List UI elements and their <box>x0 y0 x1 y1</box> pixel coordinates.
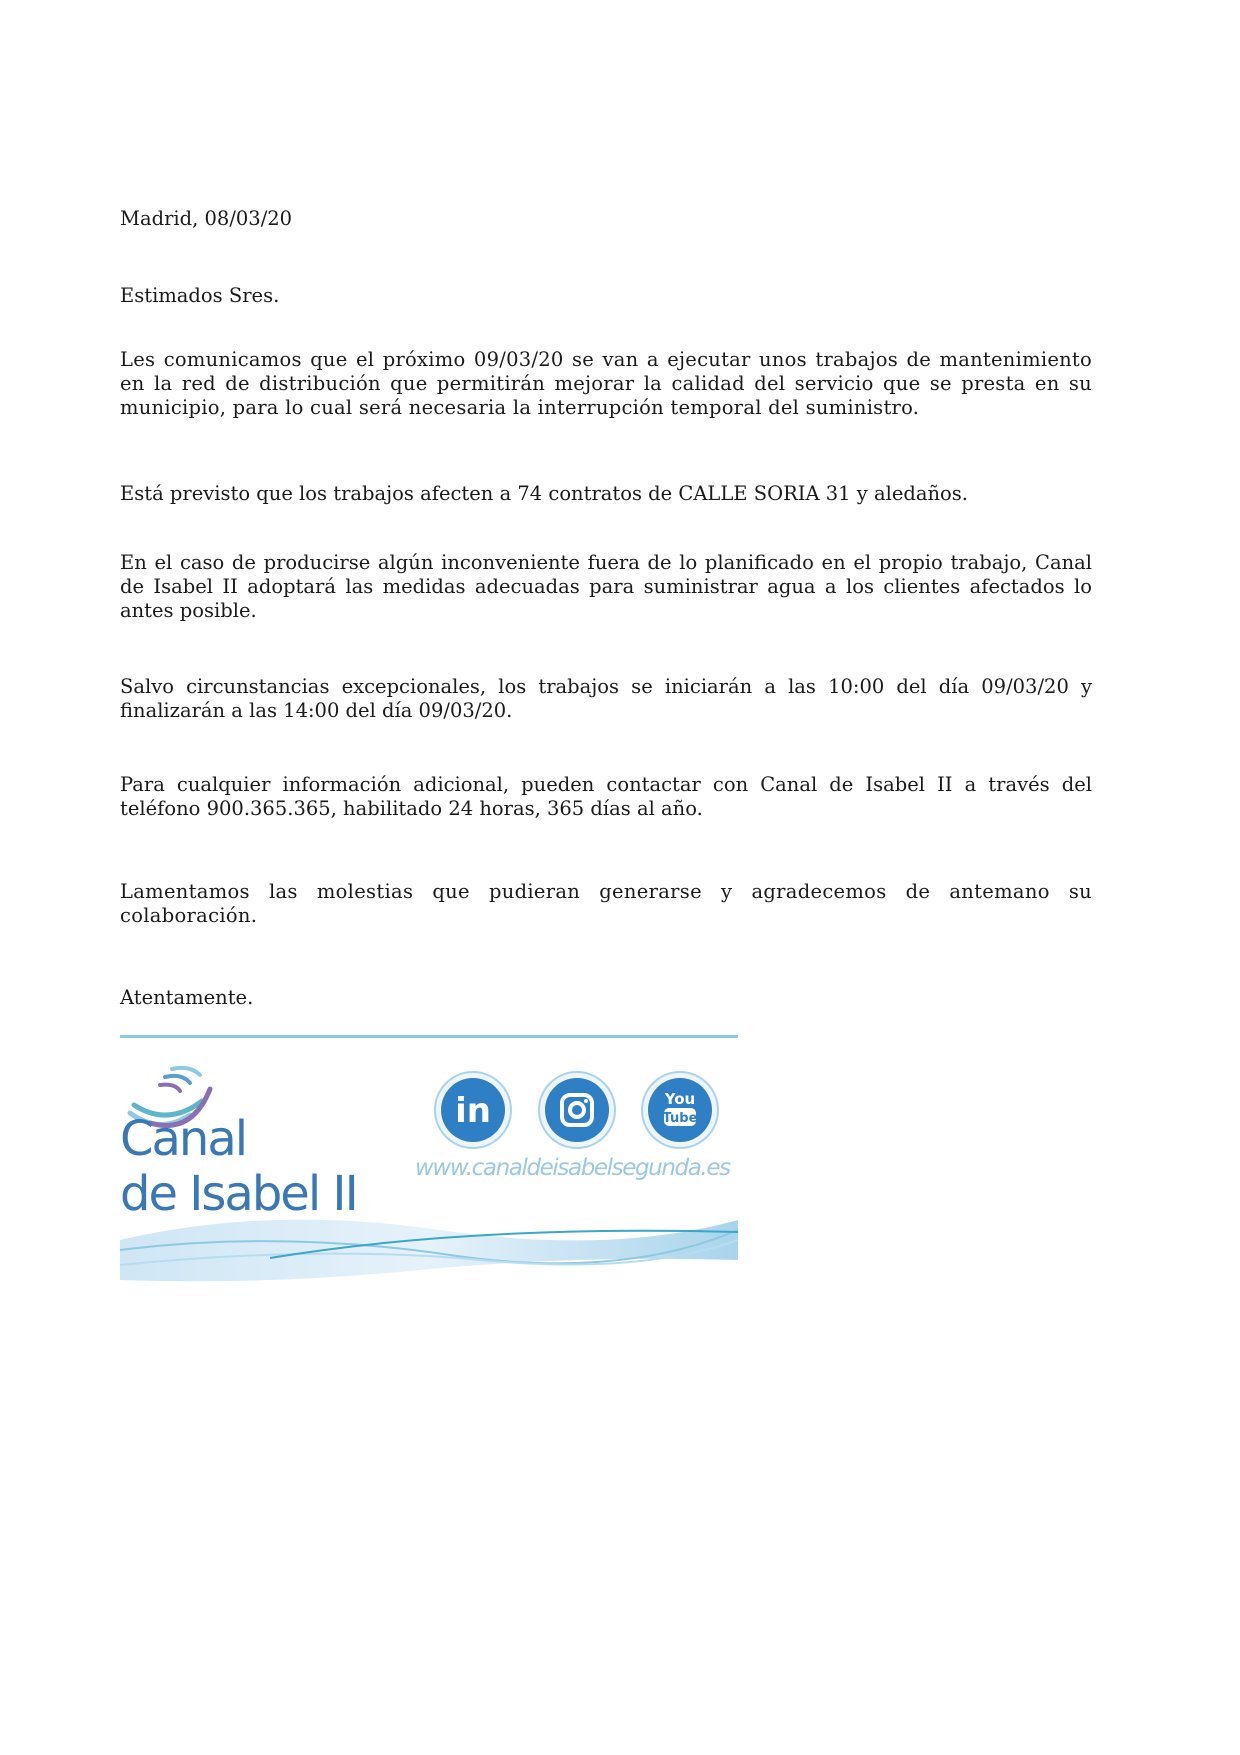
instagram-icon <box>537 1070 617 1150</box>
signature-footer <box>120 1035 738 1295</box>
brand-name-line2: de Isabel II <box>120 1166 357 1222</box>
youtube-icon <box>640 1070 720 1150</box>
instagram-link[interactable] <box>537 1070 617 1150</box>
youtube-link[interactable] <box>640 1070 720 1150</box>
date-line: Madrid, 08/03/20 <box>120 207 293 230</box>
body-paragraph-schedule: Salvo circunstancias excepcionales, los trabajos se iniciarán a las 10:00 del día 09/03/20 y finalizarán a las 14:00 del día 09/03/20. <box>120 675 1092 722</box>
linkedin-link[interactable] <box>433 1070 513 1150</box>
body-paragraph-contact: Para cualquier información adicional, pueden contactar con Canal de Isabel II a través del teléfono 900.365.365, habilitado 24 horas, 365 días al año. <box>120 773 1092 820</box>
linkedin-icon <box>433 1070 513 1150</box>
brand-name-line1: Canal <box>120 1111 247 1167</box>
greeting: Estimados Sres. <box>120 284 280 307</box>
linkedin-label: in <box>455 1091 491 1131</box>
body-paragraph-affected-contracts: Está previsto que los trabajos afecten a 74 contratos de CALLE SORIA 31 y aledaños. <box>120 482 968 505</box>
youtube-label-bottom: Tube <box>662 1111 698 1126</box>
decorative-wave <box>120 1210 738 1290</box>
canal-de-isabel-ii-logo <box>120 1065 360 1222</box>
closing: Atentamente. <box>120 986 254 1009</box>
body-paragraph-maintenance: Les comunicamos que el próximo 09/03/20 se van a ejecutar unos trabajos de mantenimiento en la red de distribución que permitirán mejorar la calidad del servicio que se presta en su municipio, para lo cual será necesaria la interrupción temporal del suministro. <box>120 348 1092 419</box>
youtube-label-top: You <box>664 1090 696 1108</box>
footer-divider <box>120 1035 738 1038</box>
body-paragraph-apology: Lamentamos las molestias que pudieran generarse y agradecemos de antemano su colaboración. <box>120 880 1092 927</box>
body-paragraph-contingency: En el caso de producirse algún inconveniente fuera de lo planificado en el propio trabajo, Canal de Isabel II adoptará las medidas adecuadas para suministrar agua a los clientes afectados lo antes posible. <box>120 551 1092 622</box>
website-link[interactable]: www.canaldeisabelsegunda.es <box>415 1155 730 1181</box>
